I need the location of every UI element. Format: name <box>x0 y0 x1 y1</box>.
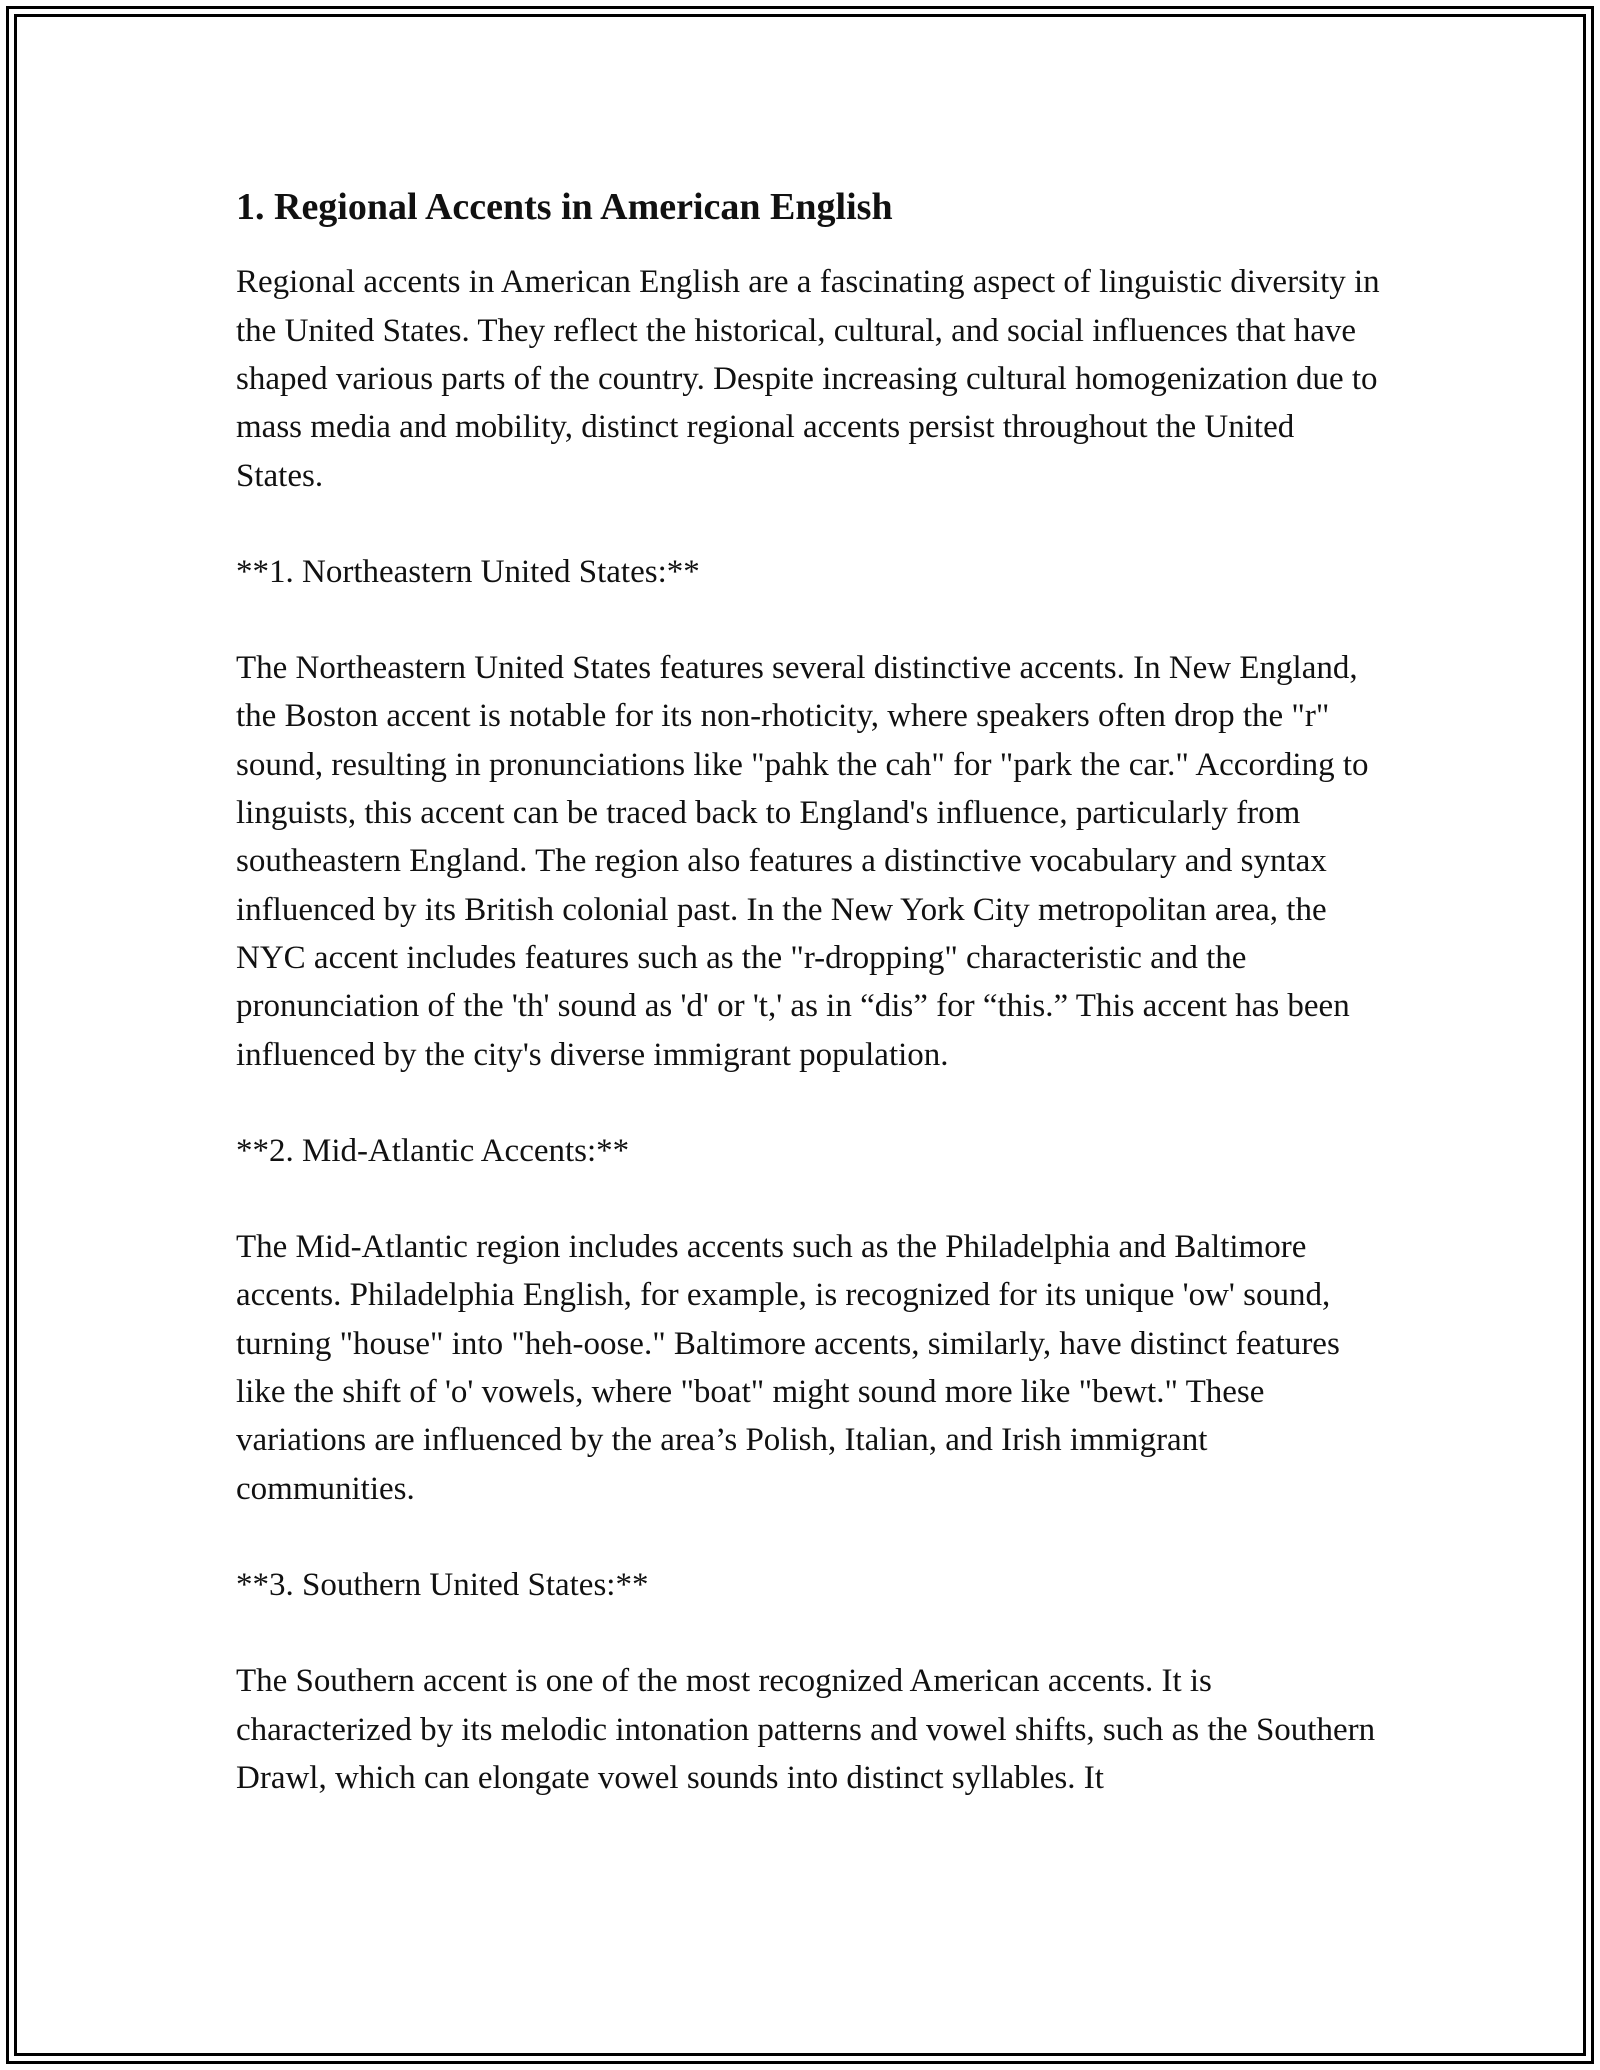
section-body-southern: The Southern accent is one of the most recognized American accents. It is characterized by its melodic intonation patterns and vowel shifts, such as the Southern Drawl, which can elongate vowel sounds into distinct syllables. It <box>236 1663 1376 1796</box>
intro-paragraph: Regional accents in American English are a fascinating aspect of linguistic diversity in the United States. They reflect the historical, cultural, and social influences that have shaped various parts of the country. Despite increasing cultural homogenization due to mass media and mobility, distinct regional accents persist throughout the United States. <box>236 264 1380 494</box>
document-body <box>236 183 1386 1850</box>
section-body-northeastern: The Northeastern United States features several distinctive accents. In New England, the Boston accent is notable for its non-rhoticity, where speakers often drop the "r" sound, resulting in pronunciations like "pahk the cah" for "park the car." According to linguists, this accent can be traced back to England's influence, particularly from southeastern England. The region also features a distinctive vocabulary and syntax influenced by its British colonial past. In the New York City metropolitan area, the NYC accent includes features such as the "r-dropping" characteristic and the pronunciation of the 'th' sound as 'd' or 't,' as in “dis” for “this.” This accent has been influenced by the city's diverse immigrant population. <box>236 650 1369 1073</box>
document-heading: 1. Regional Accents in American English <box>236 186 893 228</box>
section-title-southern: **3. Southern United States:** <box>236 1566 649 1603</box>
section-body-mid-atlantic: The Mid-Atlantic region includes accents such as the Philadelphia and Baltimore accents. Philadelphia English, for example, is recognized for its unique 'ow' sound, turning "house" into "heh-oose." Baltimore accents, similarly, have distinct features like the shift of 'o' vowels, where "boat" might sound more like "bewt." These variations are influenced by the area’s Polish, Italian, and Irish immigrant communities. <box>236 1229 1340 1507</box>
section-title-mid-atlantic: **2. Mid-Atlantic Accents:** <box>236 1132 630 1169</box>
section-title-northeastern: **1. Northeastern United States:** <box>236 553 700 590</box>
